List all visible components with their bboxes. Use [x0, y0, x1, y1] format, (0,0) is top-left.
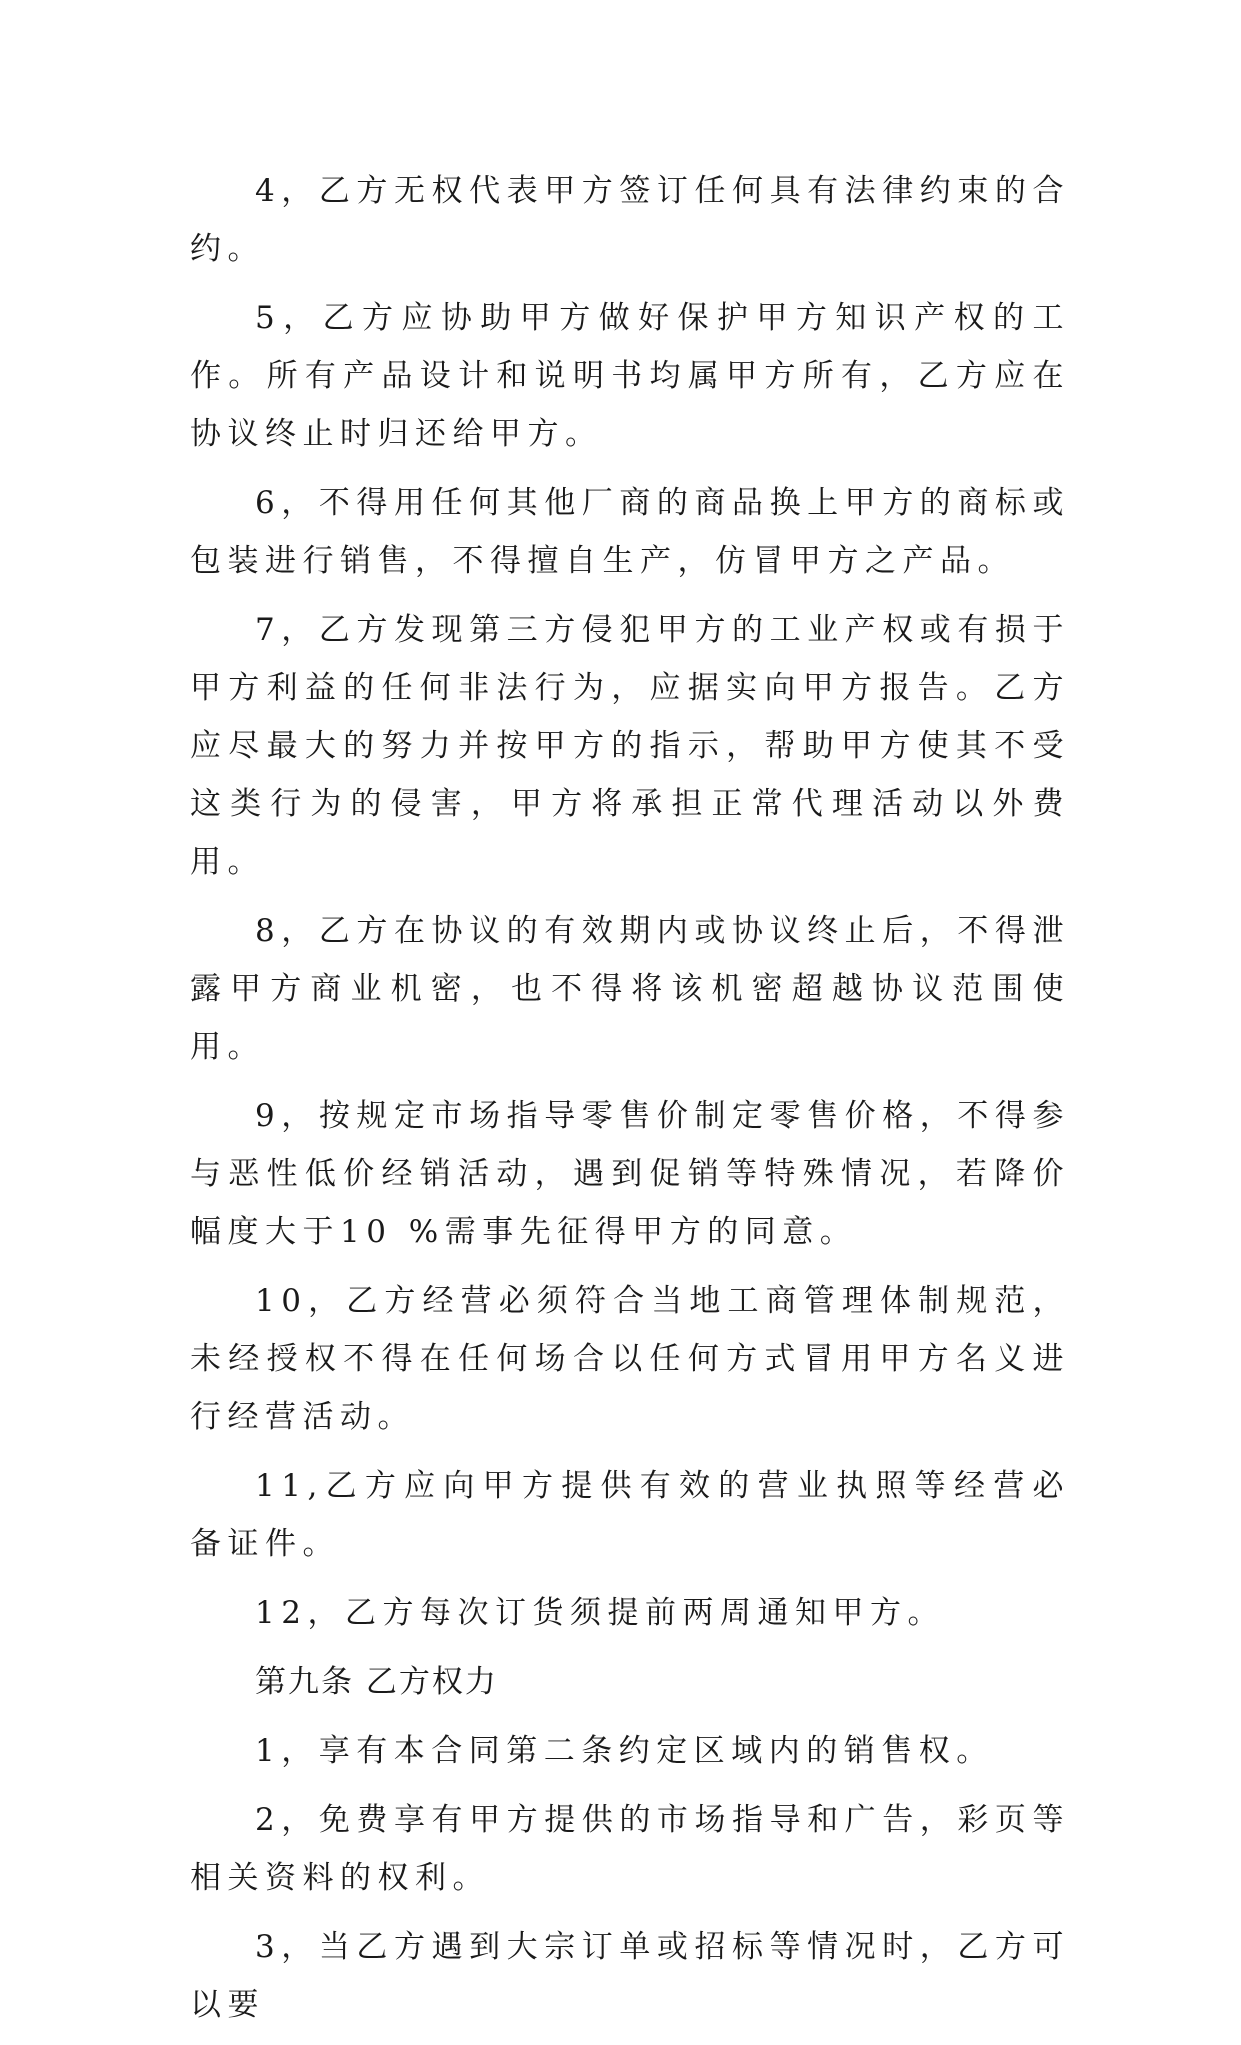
clause-11: 11,乙方应向甲方提供有效的营业执照等经营必备证件。	[190, 1468, 1070, 1562]
right-3: 3，当乙方遇到大宗订单或招标等情况时，乙方可以要	[190, 1929, 1070, 2023]
clause-6: 6，不得用任何其他厂商的商品换上甲方的商标或包装进行销售，不得擅自生产，仿冒甲方之产品。	[190, 485, 1070, 579]
clause-7: 7，乙方发现第三方侵犯甲方的工业产权或有损于甲方利益的任何非法行为，应据实向甲方报告。乙方应尽最大的努力并按甲方的指示，帮助甲方使其不受这类行为的侵害，甲方将承担正常代理活动以外费用。	[190, 612, 1070, 880]
right-2: 2，免费享有甲方提供的市场指导和广告，彩页等相关资料的权利。	[190, 1802, 1070, 1896]
clause-5: 5，乙方应协助甲方做好保护甲方知识产权的工作。所有产品设计和说明书均属甲方所有，乙方应在协议终止时归还给甲方。	[190, 300, 1070, 452]
clause-10: 10，乙方经营必须符合当地工商管理体制规范，未经授权不得在任何场合以任何方式冒用甲方名义进行经营活动。	[190, 1283, 1070, 1435]
clause-9: 9，按规定市场指导零售价制定零售价格，不得参与恶性低价经销活动，遇到促销等特殊情况，若降价幅度大于10 %需事先征得甲方的同意。	[190, 1098, 1070, 1250]
clause-12: 12，乙方每次订货须提前两周通知甲方。	[255, 1595, 945, 1631]
right-1: 1，享有本合同第二条约定区域内的销售权。	[255, 1733, 994, 1769]
clause-8: 8，乙方在协议的有效期内或协议终止后，不得泄露甲方商业机密，也不得将该机密超越协议范围使用。	[190, 913, 1070, 1065]
contract-body	[190, 162, 1070, 2045]
clause-4: 4，乙方无权代表甲方签订任何具有法律约束的合约。	[190, 173, 1070, 267]
article-9-heading: 第九条 乙方权力	[255, 1664, 498, 1700]
